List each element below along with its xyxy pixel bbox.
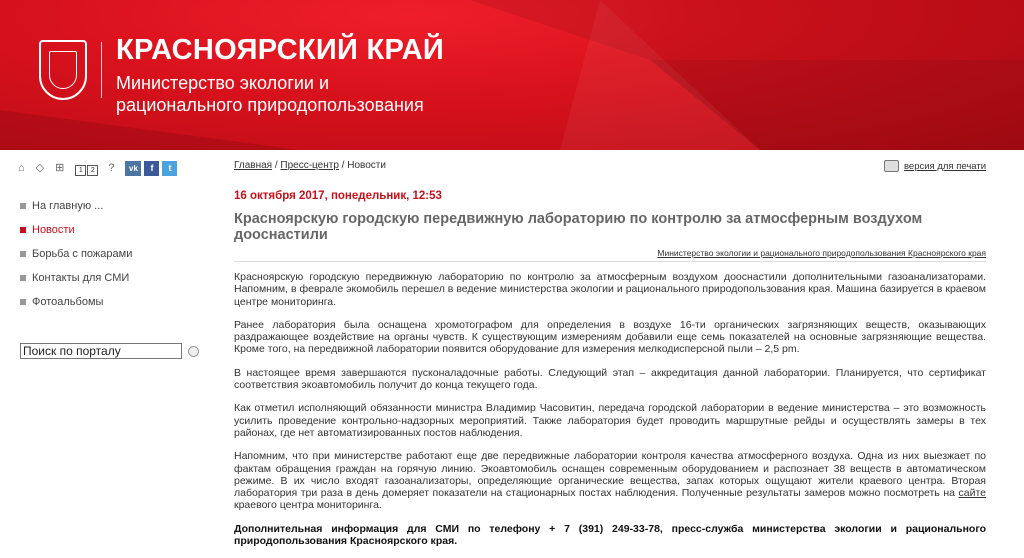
sidebar-item-media-contacts[interactable] [20,266,200,290]
sidebar-item-label: Контакты для СМИ [32,272,130,284]
sidebar-item-photo-albums[interactable] [20,290,200,314]
ministry-name-line-1: Министерство экологии и [116,73,330,93]
twitter-icon[interactable]: t [162,161,177,176]
coat-of-arms-icon[interactable] [39,40,87,100]
header-divider [101,42,102,98]
search-button[interactable] [188,346,199,357]
question-icon[interactable]: ? [108,162,115,174]
region-title[interactable]: КРАСНОЯРСКИЙ КРАЙ [116,34,445,66]
sidebar-nav [20,194,200,314]
breadcrumb-press-center[interactable]: Пресс-центр [280,160,339,171]
print-version-link[interactable] [884,160,986,172]
print-version-label: версия для печати [903,160,986,172]
search-input[interactable]: Поиск по порталу [20,343,182,359]
article-text: краевого центра мониторинга. [234,499,382,512]
sidebar-item-label: На главную ... [32,200,104,212]
article-headline: Красноярскую городскую передвижную лабораторию по контролю за атмосферным воздухом дооснастили [234,211,923,243]
media-contact-paragraph: Дополнительная информация для СМИ по телефону + 7 (391) 249-33-78, пресс-служба министерства экологии и рационального природопользования Красноярского края. [234,522,986,548]
article-paragraph: Как отметил исполняющий обязанности министра Владимир Часовитин, передача городской лаборатории в ведение министерства – это возможность усилить проведение контрольно-надзорных мероприятий. Также лаборатория будет проводить маршрутные рейды и осуществлять замеры в тех районах, где нет автоматизированных постов наблюдения. [234,402,986,439]
bullet-icon [20,227,26,233]
sidebar-item-label: Борьба с пожарами [32,248,133,260]
ministry-name-line-2: рационального природопользования [116,95,424,115]
sidebar-item-label: Фотоальбомы [32,296,104,308]
utility-toolbar [18,158,180,178]
font-size-1[interactable]: 1 [75,165,86,176]
bullet-icon [20,299,26,305]
breadcrumb-separator: / [341,160,345,171]
article-paragraph [234,450,986,511]
breadcrumb [234,160,986,174]
sidebar-item-news[interactable] [20,218,200,242]
printer-icon [884,160,899,172]
structure-icon[interactable]: ⊞ [55,162,65,174]
article-paragraph: В настоящее время завершаются пусконаладочные работы. Следующий этап – аккредитация данной лаборатории. Планируется, что сертификат соответствия экоавтомобиль получит до конца текущего года. [234,366,986,392]
monitoring-site-link[interactable]: сайте [958,487,986,500]
bullet-icon [20,203,26,209]
article-paragraph: Красноярскую городскую передвижную лабораторию по контролю за атмосферным воздухом дооснастили дополнительными газоанализаторами. Напомним, в феврале экомобиль перешел в ведение министерства экологии и рационального природопользования края. Машина базируется в краевом центре мониторинга. [234,271,986,308]
breadcrumb-current: Новости [347,160,386,171]
article-paragraph: Ранее лаборатория была оснащена хромотографом для определения в воздухе 16-ти органических загрязняющих веществ, оказывающих раздражающее воздействие на органы чувств. К существующим измерениям добавили еще семь показателей на основные загрязняющие вещества. Кроме того, на передвижной лаборатории появится оборудование для измерения мелкодисперсной пыли – 2,5 pm. [234,318,986,356]
divider [234,261,986,262]
sidebar-item-fire-fighting[interactable] [20,242,200,266]
vk-icon[interactable]: vk [125,161,141,176]
bullet-icon [20,275,26,281]
font-size-icon[interactable] [75,159,99,177]
article-body [234,271,986,547]
bullet-icon [20,251,26,257]
facebook-icon[interactable]: f [144,161,159,176]
font-size-2[interactable]: 2 [87,165,98,176]
sitemap-icon[interactable]: ◇ [35,162,45,174]
article-source-link[interactable]: Министерство экологии и рационального природопользования Красноярского края [657,248,986,258]
breadcrumb-separator: / [274,160,278,171]
breadcrumb-home[interactable]: Главная [234,160,273,171]
main-content [234,160,986,558]
sidebar-item-home[interactable] [20,194,200,218]
article-text: Напомним, что при министерстве работают еще две передвижные лаборатории контроля качества атмосферного воздуха. Одна из них выезжает по фактам обращения граждан на горячую линию. Экоавтомобиль оснащен современным оборудованием и распознает 38 веществ в автоматическом режиме. В их число входят газоанализаторы, определяющие органические вещества, запах которых ощущают жители краевого центра. Вторая лаборатория три раза в день домеряет показатели на стационарных постах наблюдения. Полученные результаты замеров можно посмотреть на [234,450,986,500]
home-icon[interactable]: ⌂ [18,162,25,174]
sidebar-item-label: Новости [32,224,75,236]
site-header [0,0,1024,150]
article-date: 16 октября 2017, понедельник, 12:53 [234,190,442,202]
ministry-name [116,72,424,116]
